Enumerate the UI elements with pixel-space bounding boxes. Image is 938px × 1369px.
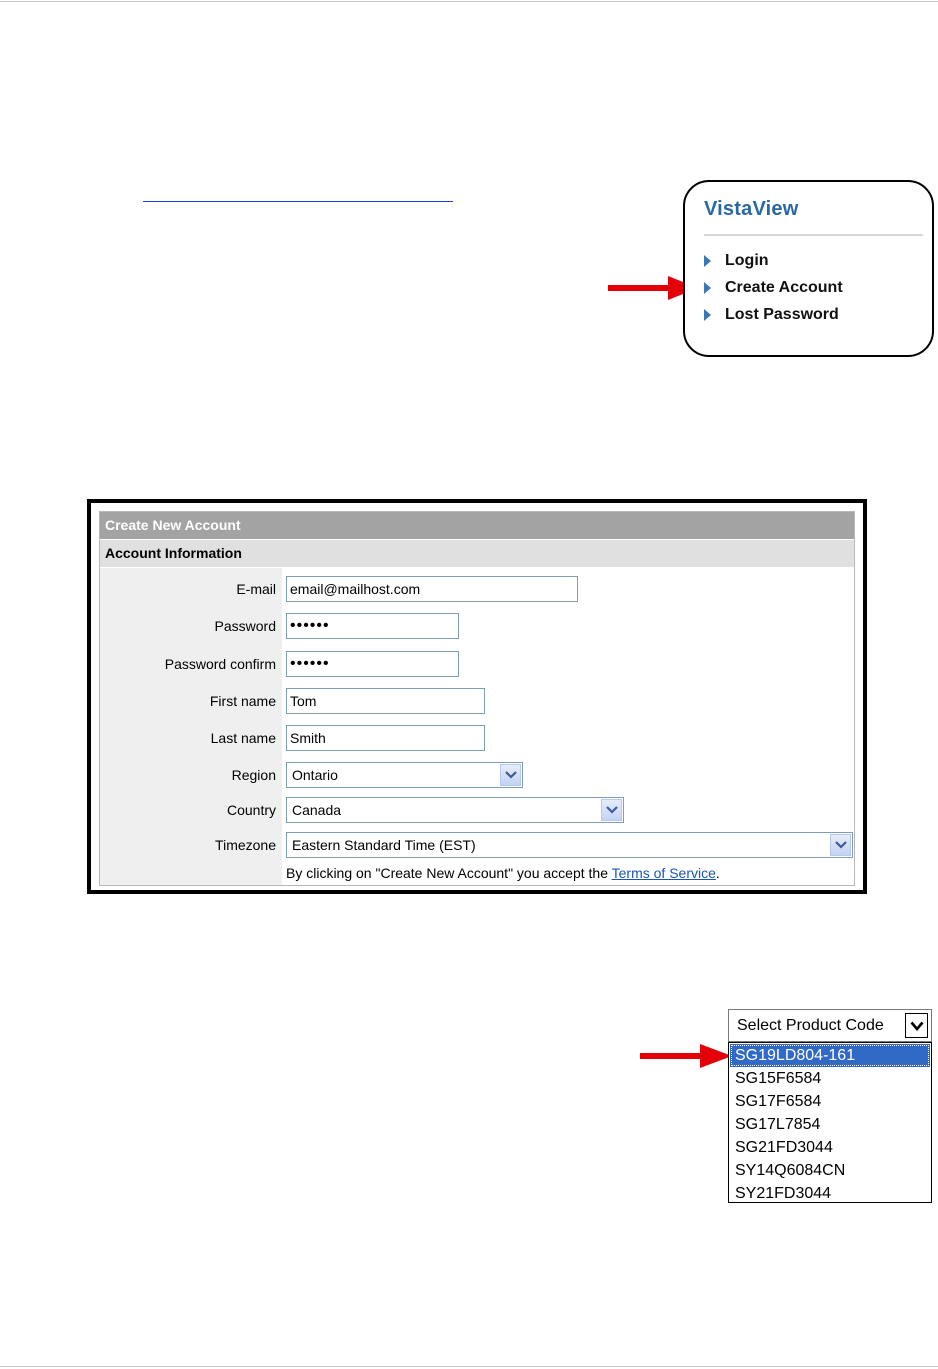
password-confirm-label: Password confirm — [164, 656, 276, 672]
chevron-down-icon[interactable] — [601, 799, 622, 821]
password-label: Password — [214, 618, 276, 634]
timezone-select[interactable] — [286, 832, 853, 858]
product-code-option[interactable]: SG21FD3044 — [735, 1139, 833, 1156]
triangle-right-icon — [704, 309, 711, 321]
timezone-label: Timezone — [215, 837, 276, 853]
product-code-option-selected[interactable]: SG19LD804-161 — [730, 1044, 930, 1067]
terms-suffix: . — [715, 865, 720, 881]
form-header: Create New Account — [100, 512, 854, 539]
terms-of-service-link[interactable]: Terms of Service — [611, 865, 716, 881]
email-field[interactable] — [286, 576, 578, 602]
password-confirm-field[interactable] — [286, 651, 459, 677]
product-code-option[interactable]: SY14Q6084CN — [735, 1162, 846, 1179]
vistaview-title: VistaView — [704, 198, 799, 220]
first-name-field[interactable] — [286, 688, 485, 714]
email-label: E-mail — [236, 581, 276, 597]
terms-notice — [286, 865, 720, 881]
country-select[interactable] — [286, 797, 624, 823]
country-label: Country — [226, 802, 276, 818]
create-account-form — [99, 511, 855, 886]
create-account-form-frame — [87, 499, 867, 894]
vistaview-divider — [704, 234, 923, 236]
product-code-option[interactable]: SG15F6584 — [735, 1070, 822, 1087]
product-code-selected: Select Product Code — [737, 1017, 884, 1034]
region-select[interactable] — [286, 762, 523, 788]
terms-prefix: By clicking on "Create New Account" you accept the — [286, 865, 612, 881]
menu-item-lost-password[interactable] — [704, 304, 839, 326]
menu-item-label: Lost Password — [725, 306, 839, 323]
document-link[interactable] — [143, 187, 453, 202]
menu-item-create-account[interactable] — [704, 277, 843, 299]
menu-item-login[interactable] — [704, 250, 769, 272]
product-code-option[interactable]: SG17L7854 — [735, 1116, 821, 1133]
triangle-right-icon — [704, 255, 711, 267]
last-name-label: Last name — [210, 730, 276, 746]
product-code-list — [728, 1042, 932, 1203]
triangle-right-icon — [704, 282, 711, 294]
top-rule — [0, 1, 938, 2]
country-value: Canada — [292, 802, 342, 818]
bottom-rule — [0, 1366, 938, 1367]
timezone-value: Eastern Standard Time (EST) — [292, 837, 476, 853]
region-label: Region — [231, 767, 276, 783]
first-name-label: First name — [209, 693, 276, 709]
vistaview-menu-callout — [683, 180, 934, 357]
password-field[interactable] — [286, 613, 459, 639]
chevron-down-icon[interactable] — [500, 764, 521, 786]
product-code-select[interactable] — [728, 1009, 932, 1042]
product-code-option[interactable]: SG17F6584 — [735, 1093, 822, 1110]
red-arrow-product-code — [640, 1044, 732, 1068]
menu-item-label: Create Account — [725, 279, 843, 296]
last-name-field[interactable] — [286, 725, 485, 751]
chevron-down-icon[interactable] — [905, 1013, 928, 1038]
menu-item-label: Login — [725, 252, 769, 269]
product-code-option[interactable]: SY21FD3044 — [735, 1185, 832, 1202]
region-value: Ontario — [292, 767, 338, 783]
section-header: Account Information — [100, 540, 854, 567]
chevron-down-icon[interactable] — [830, 834, 851, 856]
